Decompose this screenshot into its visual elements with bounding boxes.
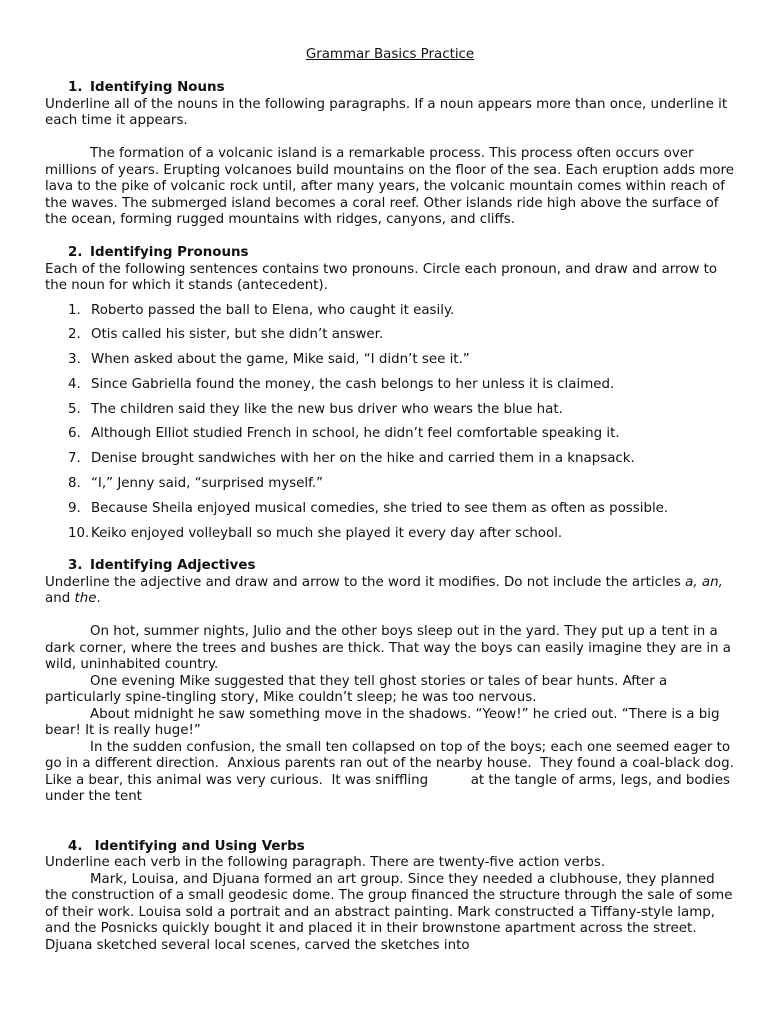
list-item: 2. Otis called his sister, but she didn’t answer. (68, 327, 384, 343)
instructions-verbs: Underline each verb in the following paragraph. There are twenty-five action verbs. (45, 855, 606, 871)
paragraph-art-group: Mark, Louisa, and Djuana formed an art group. Since they needed a clubhouse, they planned the construction of a small geodesic dome. The group financed the structure through the sale of some of their work. Louisa sold a portrait and an abstract painting. Mark constructed a Tiffany-style lamp, and the Posnicks quickly bought it and placed it in their brownstone apartment across the street. Djuana sketched several local scenes, carved the sketches into (45, 871, 733, 953)
instructions-nouns: Underline all of the nouns in the following paragraphs. If a noun appears more than once, underline it each time it appears. (45, 96, 728, 128)
paragraph-confusion: In the sudden confusion, the small ten collapsed on top of the boys; each one seemed eager to go in a different direction. Anxious parents ran out of the nearby house. They found a coal-black dog. Like a bear, this animal was very curious. It was sniffling at the tangle of arms, legs, and bodies under the tent (45, 739, 743, 805)
paragraph-ghost-stories: One evening Mike suggested that they tell ghost stories or tales of bear hunts. After a particularly spine-tingling story, Mike couldn’t sleep; he was too nervous. (45, 673, 668, 706)
document-page (45, 46, 743, 954)
section-title: Identifying Adjectives (90, 558, 256, 574)
instructions-pronouns: Each of the following sentences contains two pronouns. Circle each pronoun, and draw and arrow to the noun for which it stands (antecedent). (45, 261, 718, 293)
section-number: 3. (68, 558, 83, 574)
section-title: Identifying Nouns (90, 80, 225, 95)
list-item: 4. Since Gabriella found the money, the cash belongs to her unless it is claimed. (68, 376, 615, 392)
section-heading-adjectives (45, 558, 735, 575)
page-title: Grammar Basics Practice (305, 47, 475, 62)
section-number: 2. (68, 245, 83, 260)
paragraph-summer-nights: On hot, summer nights, Julio and the other boys sleep out in the yard. They put up a tent in a dark corner, where the trees and bushes are thick. That way the boys can easily imagine they are in a wild, uninhabited country. (45, 624, 732, 673)
list-item: 5. The children said they like the new bus driver who wears the blue hat. (68, 401, 563, 417)
pronoun-sentence-list (45, 303, 735, 543)
section-title: Identifying and Using Verbs (94, 838, 305, 854)
instructions-adjectives: Underline the adjective and draw and arrow to the word it modifies. Do not include the articles a, an, and the. (45, 574, 723, 607)
list-item: 10. Keiko enjoyed volleyball so much she played it every day after school. (68, 525, 563, 541)
section-heading-pronouns (45, 245, 735, 262)
paragraph-volcanic-island: The formation of a volcanic island is a remarkable process. This process often occurs over millions of years. Erupting volcanoes build mountains on the floor of the sea. Each eruption adds more lava to the pike of volcanic rock until, after many years, the volcanic mountain comes within reach of the waves. The submerged island becomes a coral reef. Other islands ride high above the surface of the ocean, forming rugged mountains with ridges, canyons, and cliffs. (45, 146, 734, 227)
list-item: 9. Because Sheila enjoyed musical comedies, she tried to see them as often as possible. (68, 500, 669, 516)
list-item: 6. Although Elliot studied French in school, he didn’t feel comfortable speaking it. (68, 426, 620, 442)
section-heading-nouns (45, 80, 735, 97)
section-number: 1. (68, 80, 83, 95)
section-title: Identifying Pronouns (90, 245, 249, 260)
list-item: 7. Denise brought sandwiches with her on the hike and carried them in a knapsack. (68, 451, 635, 467)
paragraph-midnight: About midnight he saw something move in the shadows. “Yeow!” he cried out. “There is a big bear! It is really huge!” (45, 706, 720, 739)
list-item: 8. “I,” Jenny said, “surprised myself.” (68, 476, 324, 492)
list-item: 1. Roberto passed the ball to Elena, who caught it easily. (68, 302, 455, 318)
section-heading-verbs (45, 839, 735, 856)
section-number: 4. (68, 838, 83, 854)
list-item: 3. When asked about the game, Mike said, “I didn’t see it.” (68, 352, 470, 368)
